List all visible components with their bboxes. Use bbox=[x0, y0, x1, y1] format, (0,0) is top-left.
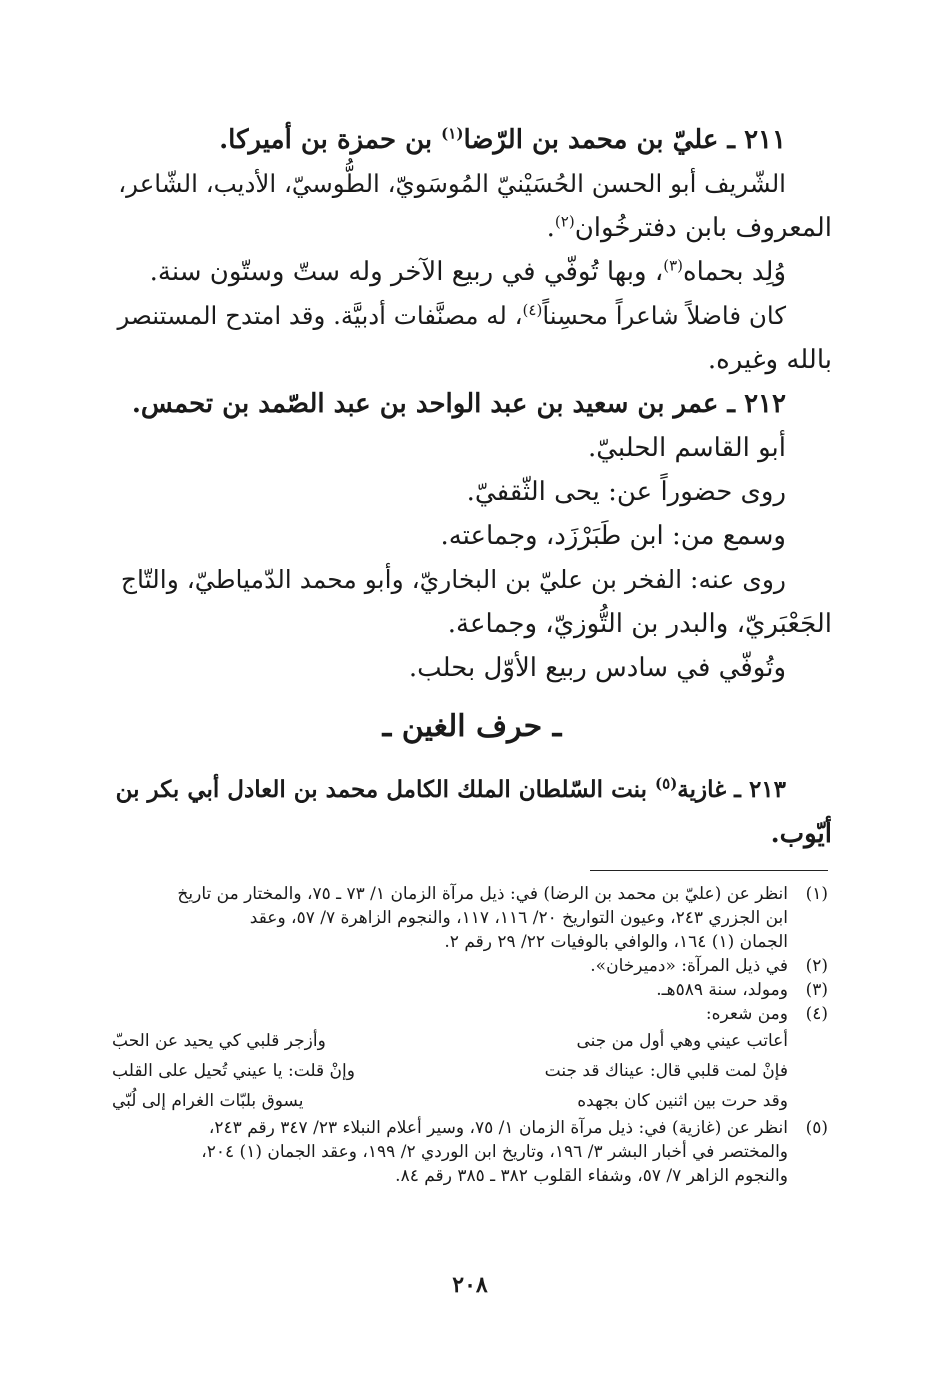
footnote-1-body bbox=[112, 882, 788, 954]
poem-verse-3-second-hemistich: يسوق بلبّات الغرام إلى لُبّي bbox=[112, 1091, 304, 1111]
footnote-4-body bbox=[112, 1002, 788, 1026]
entry-211-para-2 bbox=[112, 250, 832, 294]
entry-211-period: . bbox=[546, 213, 555, 243]
footnote-3-text: ومولد، سنة ٥٨٩هـ. bbox=[656, 980, 788, 1000]
footnote-5-line-3: والنجوم الزاهر ٧/ ٥٧، وشفاء القلوب ٣٨٢ ـ ٣٨٥ رقم ٨٤. bbox=[395, 1166, 788, 1186]
footnote-1-number: (١) bbox=[805, 884, 828, 904]
entry-213-heading-line-2: أيّوب. bbox=[770, 819, 832, 849]
entry-212-kunya: أبو القاسم الحلبيّ. bbox=[587, 433, 786, 463]
entry-211-para-1-line-2 bbox=[112, 206, 832, 250]
entry-211-heading-name: ٢١١ ـ عليّ بن محمد بن الرّضا bbox=[463, 125, 786, 155]
footnote-3-number: (٣) bbox=[805, 980, 828, 1000]
entry-211-nickname: المعروف بابن دفترخُوان bbox=[574, 213, 832, 243]
entry-211-description: كان فاضلاً شاعراً محسِناً bbox=[542, 301, 786, 330]
footnote-1-line-3: الجمان (١) ١٦٤، والوافي بالوفيات ٢٢/ ٢٩ رقم ٢. bbox=[444, 932, 788, 952]
entry-211-heading-rest: بن حمزة بن أميركا. bbox=[219, 125, 442, 155]
entry-213-heading-line-1 bbox=[112, 768, 832, 812]
footnote-1 bbox=[112, 882, 828, 954]
poem-verse-1 bbox=[112, 1026, 788, 1056]
footnote-ref-1: (١) bbox=[441, 124, 464, 143]
footnote-2 bbox=[112, 954, 828, 978]
poem-verse-1-second-hemistich: وأزجر قلبي كي يحيد عن الحبّ bbox=[112, 1031, 326, 1051]
section-title: ـ حرف الغين ـ bbox=[382, 709, 562, 744]
entry-211-heading bbox=[112, 118, 832, 162]
entry-212-para-2: وسمع من: ابن طَبَرْزَد، وجماعته. bbox=[440, 521, 786, 551]
poem-verse-3 bbox=[112, 1086, 788, 1116]
entry-213-name: ٢١٣ ـ غازية bbox=[677, 776, 786, 803]
entry-211-para-1-line-1: الشّريف أبو الحسن الحُسَيْنيّ المُوسَويّ، الطُّوسيّ، الأديب، الشّاعر، bbox=[118, 169, 786, 198]
entry-212-heading: ٢١٢ ـ عمر بن سعيد بن عبد الواحد بن عبد الصّمد بن تحمس. bbox=[131, 389, 786, 419]
footnote-divider bbox=[590, 870, 828, 871]
poem-verse-1-first-hemistich: أعاتب عيني وهي أول من جنى bbox=[576, 1031, 788, 1051]
footnote-1-line-1: انظر عن (عليّ بن محمد بن الرضا) في: ذيل مرآة الزمان ١/ ٧٣ ـ ٧٥، والمختار من تاريخ bbox=[177, 884, 788, 904]
footnote-ref-4: (٤) bbox=[522, 300, 543, 319]
footnote-2-number: (٢) bbox=[805, 956, 828, 976]
entry-211-para-3-line-2: بالله وغيره. bbox=[707, 345, 832, 375]
footnote-5 bbox=[112, 1116, 828, 1188]
footnote-2-text: في ذيل المرآة: «دميرخان». bbox=[590, 956, 788, 976]
footnote-4 bbox=[112, 1002, 828, 1026]
footnote-ref-2: (٢) bbox=[554, 212, 575, 231]
footnote-4-number: (٤) bbox=[805, 1004, 828, 1024]
main-text bbox=[112, 118, 832, 856]
entry-211-para-3-line-1 bbox=[112, 294, 832, 338]
footnote-ref-5: (٥) bbox=[655, 774, 678, 793]
entry-211-description-rest: ، له مصنَّفات أدبيَّة. وقد امتدح المستنصر bbox=[117, 301, 523, 330]
footnote-5-line-2: والمختصر في أخبار البشر ٣/ ١٩٦، وتاريخ ابن الوردي ٢/ ١٩٩، وعقد الجمان (١) ٢٠٤، bbox=[201, 1142, 788, 1162]
page-number: ٢٠٨ bbox=[452, 1272, 488, 1298]
footnote-4-intro: ومن شعره: bbox=[705, 1004, 788, 1024]
entry-213-lineage: بنت السّلطان الملك الكامل محمد بن العادل أبي بكر بن bbox=[115, 776, 656, 803]
entry-212-para-4: وتُوفّي في سادس ربيع الأوّل بحلب. bbox=[408, 653, 786, 683]
poem-verse-3-first-hemistich: وقد حرت بين اثنين كان بجهده bbox=[577, 1091, 788, 1111]
footnote-5-number: (٥) bbox=[805, 1118, 828, 1138]
footnote-5-line-1: انظر عن (غازية) في: ذيل مرآة الزمان ١/ ٧٥، وسير أعلام النبلاء ٢٣/ ٣٤٧ رقم ٢٤٣، bbox=[208, 1118, 788, 1138]
entry-212-para-3-line-2: الجَعْبَريّ، والبدر بن التُّوزيّ، وجماعة. bbox=[447, 609, 832, 639]
entry-212-para-1: روى حضوراً عن: يحى الثّقفيّ. bbox=[466, 477, 786, 507]
poem bbox=[112, 1026, 788, 1116]
entry-211-birth: وُلِد بحماه bbox=[683, 257, 786, 287]
poem-verse-2 bbox=[112, 1056, 788, 1086]
footnote-1-line-2: ابن الجزري ٢٤٣، وعيون التواريخ ٢٠/ ١١٦، ١١٧، والنجوم الزاهرة ٧/ ٥٧، وعقد bbox=[249, 908, 788, 928]
footnote-ref-3: (٣) bbox=[663, 256, 684, 275]
poem-verse-2-first-hemistich: فإنْ لمت قلبي قال: عيناك قد جنت bbox=[544, 1061, 788, 1081]
footnote-3 bbox=[112, 978, 828, 1002]
entry-212-para-3-line-1: روى عنه: الفخر بن عليّ بن البخاريّ، وأبو محمد الدّمياطيّ، والتّاج bbox=[120, 565, 786, 594]
entry-211-death: ، وبها تُوفّي في ربيع الآخر وله ستّ وستّون سنة. bbox=[149, 257, 664, 287]
footnotes bbox=[112, 882, 828, 1188]
poem-verse-2-second-hemistich: وإنْ قلت: يا عيني تُحيل على القلب bbox=[112, 1061, 355, 1081]
footnote-5-body bbox=[112, 1116, 788, 1188]
